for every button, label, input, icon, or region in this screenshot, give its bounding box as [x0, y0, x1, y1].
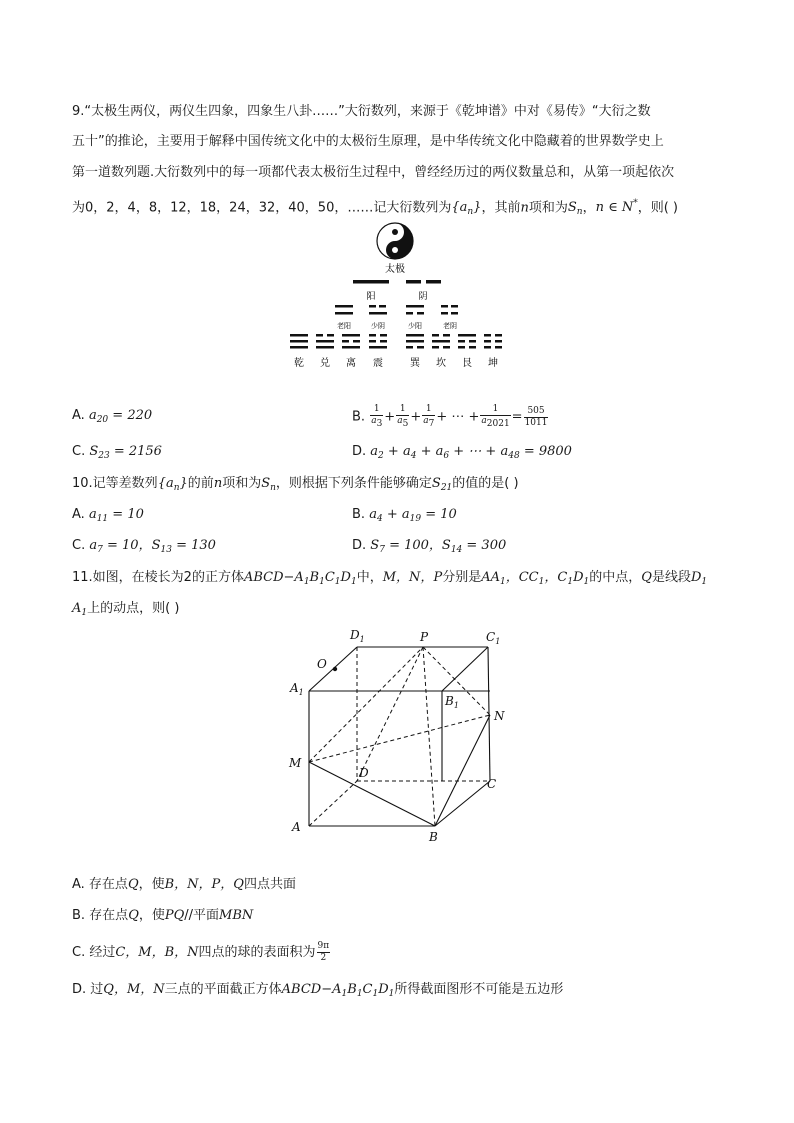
- q9-option-c-expr: $S_{23} = 2156$: [89, 444, 162, 461]
- label-p: P: [420, 630, 429, 644]
- label-c: C: [487, 777, 497, 791]
- yin-line-left: [406, 280, 421, 284]
- q10-option-a[interactable]: A. $a_{11} = 10$: [72, 507, 144, 524]
- q9-stem-line-2: 五十”的推论，主要用于解释中国传统文化中的太极衍生原理，是中华传统文化中隐藏着的世界数学史上: [72, 134, 664, 149]
- q9-option-b[interactable]: B. $\frac{1}{a_3}$ + $\frac{1}{a_5}$ + $\frac{1}{a_7}$ + ⋯ + $\frac{1}{a_{2021}}$ = $\frac{505}{1011}$: [352, 404, 548, 429]
- q11-cube-figure: [280, 625, 520, 850]
- q11-option-b[interactable]: B. 存在点Q，使PQ//平面MBN: [72, 908, 254, 923]
- shao-yin-label: 少阴: [371, 322, 385, 330]
- q9-option-d-expr: $a_2 + a_4 + a_6$ + ⋯ + $a_{48} = 9800$: [370, 444, 572, 461]
- label-a: A: [292, 820, 301, 834]
- yang-line: [353, 280, 389, 284]
- q11-option-c[interactable]: C. 经过C，M，B，N四点的球的表面积为 $\frac{9\pi}{2}$: [72, 941, 330, 963]
- q9-option-a-expr: $a_{20} = 220$: [88, 408, 153, 425]
- q9-stem-line-1: 9.“太极生两仪，两仪生四象，四象生八卦……”大衍数列，来源于《乾坤谱》中对《易传》“大衍之数: [72, 104, 651, 119]
- q9-bagua-figure: [280, 220, 510, 372]
- q11-option-a[interactable]: A. 存在点Q，使B，N，P，Q四点共面: [72, 877, 296, 892]
- fraction: $\frac{505}{1011}$: [524, 405, 548, 428]
- q10-option-c[interactable]: C. $a_7 = 10$，$S_{13} = 130$: [72, 538, 216, 555]
- fraction: $\frac{1}{a_7}$: [423, 404, 435, 429]
- label-d1: $D_1$: [350, 628, 365, 644]
- q9-option-a[interactable]: A. $a_{20} = 220$: [72, 408, 153, 425]
- q9-stem-line-3: 第一道数列题.大衍数列中的每一项都代表太极衍生过程中，曾经经历过的两仪数量总和，从第一项起依次: [72, 165, 675, 180]
- fraction: $\frac{1}{a_3}$: [371, 404, 383, 429]
- q9-n-domain: n ∈ N*: [595, 199, 638, 216]
- q9-option-c[interactable]: C. $S_{23} = 2156$: [72, 444, 162, 461]
- taiji-icon: [377, 223, 413, 259]
- label-n: N: [494, 709, 505, 723]
- q11-stem-line-1: 11.如图，在棱长为2的正方体$ABCD-A_1B_1C_1D_1$中，M，N，P分别是$AA_1$，$CC_1$，$C_1D_1$的中点，Q是线段$D_1$: [72, 570, 708, 587]
- taiji-label: 太极: [385, 264, 405, 275]
- lao-yin-label: 老阴: [443, 322, 457, 330]
- shao-yang-label: 少阳: [408, 322, 422, 330]
- trigram-label: 艮: [462, 358, 472, 369]
- label-a1: $A_1$: [290, 681, 304, 697]
- q9-sum-symbol: $S_n$: [567, 200, 583, 218]
- eight-trigrams: [290, 334, 502, 349]
- label-d: D: [359, 766, 369, 780]
- point-o: [333, 667, 337, 671]
- q9-sequence-text: 为0，2，4，8，12，18，24，32，40，50，……记大衍数列为: [72, 200, 452, 216]
- yin-label: 阴: [418, 292, 428, 302]
- trigram-label: 坎: [436, 358, 446, 369]
- label-c1: $C_1$: [486, 630, 501, 646]
- label-b: B: [429, 830, 438, 844]
- four-images: [335, 305, 458, 315]
- label-m: M: [289, 756, 302, 770]
- q9-sequence-symbol: $\{a_n\}$: [451, 200, 482, 218]
- trigram-label: 兑: [320, 358, 330, 369]
- fraction: $\frac{1}{a_{2021}}$: [481, 404, 510, 429]
- trigram-label: 乾: [294, 358, 304, 369]
- trigram-label: 坤: [488, 358, 498, 369]
- label-b1: $B_1$: [445, 694, 459, 710]
- yin-line-right: [426, 280, 441, 284]
- q10-option-d[interactable]: D. $S_7 = 100$，$S_{14} = 300$: [352, 538, 507, 555]
- q11-option-d[interactable]: D. 过Q，M，N三点的平面截正方体$ABCD-A_1B_1C_1D_1$所得截面图形不可能是五边形: [72, 982, 564, 999]
- lao-yang-label: 老阳: [337, 322, 351, 330]
- fraction: $\frac{9\pi}{2}$: [317, 941, 330, 963]
- trigram-label: 震: [373, 358, 383, 369]
- trigram-label: 巽: [410, 358, 420, 369]
- fraction: $\frac{1}{a_5}$: [397, 404, 409, 429]
- yang-label: 阳: [366, 292, 376, 302]
- q10-option-b[interactable]: B. $a_4 + a_{19} = 10$: [352, 507, 457, 524]
- q9-stem-line-4: 为0，2，4，8，12，18，24，32，40，50，……记大衍数列为$\{a_n\}$，其前n项和为$S_n$，n ∈ N*，则( ): [72, 199, 678, 218]
- trigram-label: 离: [346, 358, 356, 369]
- q9-option-d[interactable]: D. $a_2 + a_4 + a_6$ + ⋯ + $a_{48} = 9800$: [352, 444, 572, 461]
- q10-stem: 10.记等差数列$\{a_n\}$的前n项和为$S_n$，则根据下列条件能够确定$S_{21}$的值的是( ): [72, 476, 519, 493]
- label-o: O: [317, 657, 327, 671]
- q11-stem-line-2: $A_1$上的动点，则( ): [72, 601, 180, 618]
